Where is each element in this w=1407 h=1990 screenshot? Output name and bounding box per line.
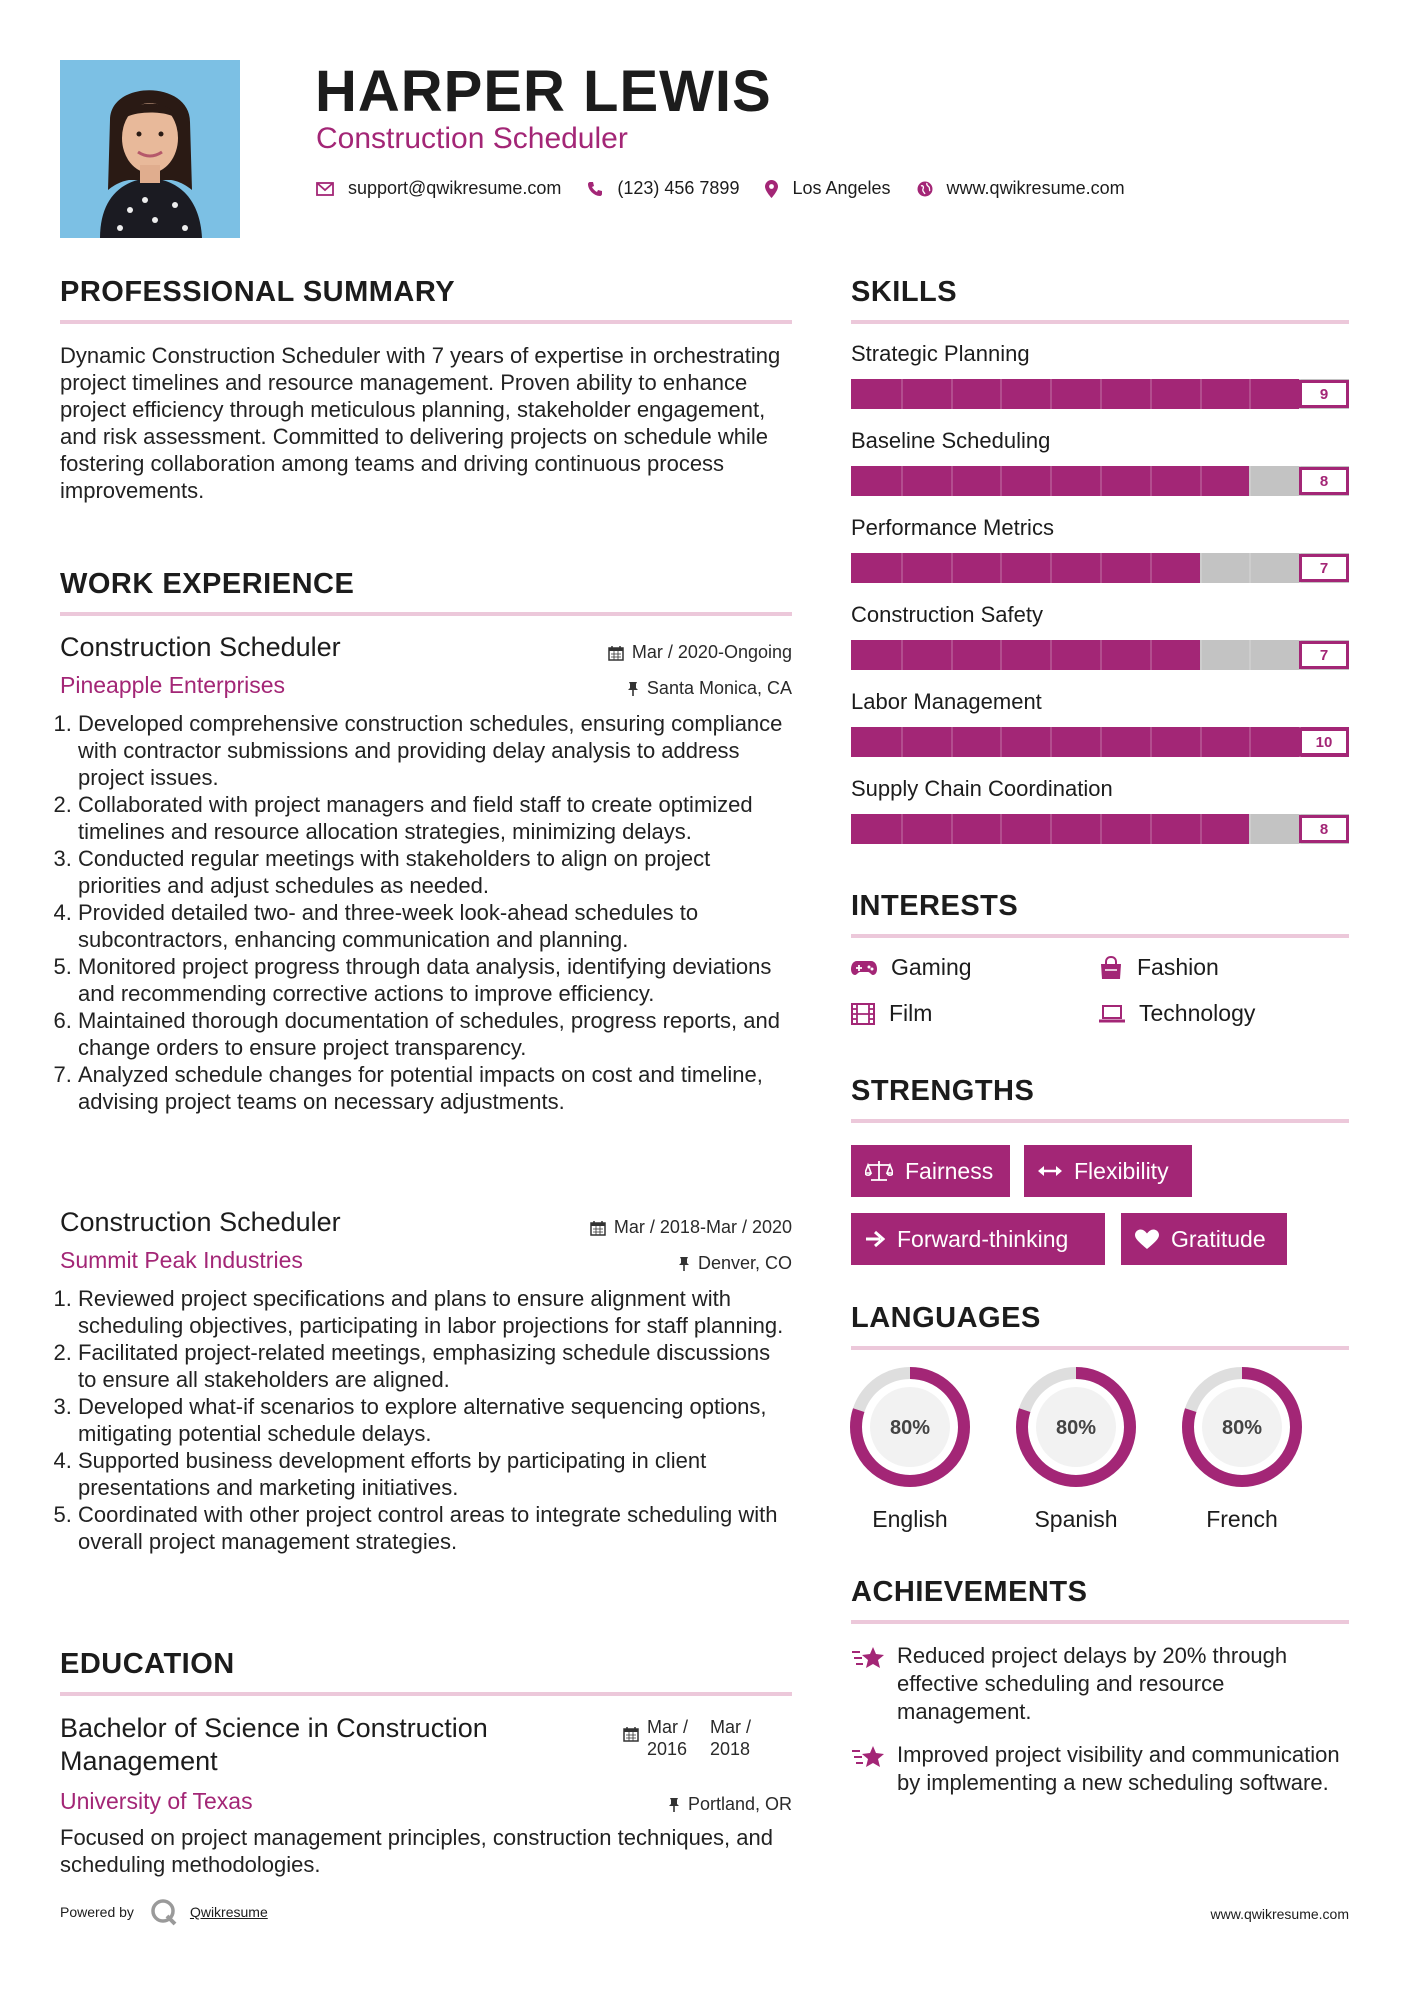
skill-segment-divider [1050,379,1052,409]
contact-bar [316,178,1151,199]
calendar-icon [590,1220,606,1236]
skills-list [851,341,1349,863]
achievement-item [851,1741,1349,1797]
job-location-text: Denver, CO [697,1253,792,1273]
heart-icon [1135,1229,1159,1250]
experience-heading: WORK EXPERIENCE [60,568,355,600]
strength-label: Gratitude [1171,1225,1266,1252]
skill-segment-divider [1000,553,1002,583]
language-ring [1014,1365,1138,1489]
job-location-text: Santa Monica, CA [646,678,792,698]
degree-title [60,1712,488,1778]
skill-segment-divider [901,640,903,670]
skill-level-badge: 10 [1299,728,1349,756]
skill-name: Performance Metrics [851,515,1054,540]
skill-level-badge: 9 [1299,380,1349,408]
contact-phone[interactable] [587,178,739,199]
skill-segment-divider [1050,553,1052,583]
candidate-role: Construction Scheduler [316,122,628,155]
job-dates-text: Mar / 2018-Mar / 2020 [613,1217,792,1237]
interest-label: Technology [1139,1000,1256,1026]
education-start-month: Mar / [647,1717,689,1737]
strengths-rule [851,1119,1349,1123]
list-item: 1. Developed comprehensive construction schedules, ensuring compliance with contractor submissions and providing delay analysis to address project issues. [78,710,792,791]
school-name: University of Texas [60,1788,253,1814]
skill-segment-divider [951,727,953,757]
skill-segment-divider [901,466,903,496]
skill-segment-divider [1000,727,1002,757]
interest-label: Film [889,1000,933,1026]
summary-rule [60,320,792,324]
calendar-icon [623,1726,639,1742]
skill-level-badge: 7 [1299,641,1349,669]
job-entry-1 [60,632,792,1115]
skill-segment-divider [1200,379,1202,409]
achievement-text: Reduced project delays by 20% through effective scheduling and resource management. [897,1643,1288,1724]
job-dates-text: Mar / 2020-Ongoing [631,642,792,662]
gamepad-icon [851,960,877,976]
skill-segment-divider [1249,640,1251,670]
job-location [678,1253,792,1274]
list-item: 7. Analyzed schedule changes for potential impacts on cost and timeline, advising project teams on necessary adjustments. [78,1061,792,1115]
language-ring [1180,1365,1304,1489]
list-item: 5. Coordinated with other project control areas to integrate scheduling with overall project management strategies. [78,1501,792,1555]
education-start-year: 2016 [647,1739,688,1759]
powered-by-label: Powered by [60,1904,134,1920]
skill-segment-divider [1000,379,1002,409]
shooting-star-icon [851,1646,885,1670]
contact-email[interactable] [316,178,561,199]
skill-segment-divider [1100,466,1102,496]
skill-item [851,602,1349,689]
skill-segment-divider [951,640,953,670]
achievement-text: Improved project visibility and communication by implementing a new scheduling software. [897,1742,1340,1795]
achievements-rule [851,1620,1349,1624]
skill-item [851,428,1349,515]
contact-website-text: www.qwikresume.com [946,178,1125,198]
skill-segment-divider [1150,553,1152,583]
list-item: 5. Monitored project progress through data analysis, identifying deviations and recommending corrective actions to improve efficiency. [78,953,792,1007]
language-english [848,1365,972,1533]
skill-name: Supply Chain Coordination [851,776,1113,801]
skill-fill [851,640,1200,670]
skill-segment-divider [1150,640,1152,670]
skill-name: Labor Management [851,689,1042,714]
contact-email-text: support@qwikresume.com [348,178,562,198]
job-bullets [60,1285,792,1555]
skill-segment-divider [1050,640,1052,670]
skills-heading: SKILLS [851,276,958,308]
interest-label: Fashion [1137,954,1219,980]
achievement-item [851,1642,1349,1726]
skill-segment-divider [951,814,953,844]
education-rule [60,1692,792,1696]
list-item: 2. Collaborated with project managers and field staff to create optimized timelines and resource allocation strategies, minimizing delays. [78,791,792,845]
strength-label: Fairness [905,1157,994,1184]
education-description: Focused on project management principles, construction techniques, and scheduling methodologies. [60,1825,773,1877]
skill-segment-divider [1150,814,1152,844]
job-entry-2 [60,1207,792,1555]
education-entry [60,1712,792,1882]
job-location [627,678,792,699]
list-item: 1. Reviewed project specifications and plans to ensure alignment with scheduling objectives, participating in labor projections for staff planning. [78,1285,792,1339]
skill-segment-divider [1249,727,1251,757]
degree-line-1: Bachelor of Science in Construction [60,1713,488,1743]
strength-label: Flexibility [1074,1157,1169,1184]
skill-segment-divider [1200,466,1202,496]
skill-name: Construction Safety [851,602,1043,627]
languages-rule [851,1346,1349,1350]
laptop-icon [1099,1005,1125,1023]
summary-heading: PROFESSIONAL SUMMARY [60,276,456,308]
film-icon [851,1003,875,1025]
skill-segment-divider [1150,727,1152,757]
languages-heading: LANGUAGES [851,1302,1041,1334]
strength-tag-flexibility [1024,1145,1192,1197]
education-location [668,1794,792,1815]
map-pin-icon [765,180,778,198]
summary-text: Dynamic Construction Scheduler with 7 years of expertise in orchestrating project timelines and resource management. Proven ability to enhance project efficiency through meticulous planning, stakeholder engagement, and risk assessment. Committed to delivering projects on schedule while fostering collaboration among teams and driving continuous process improvements. [60,343,781,503]
education-location-text: Portland, OR [687,1794,792,1814]
skill-item [851,689,1349,776]
strength-tag-forward-thinking [851,1213,1105,1265]
job-dates [590,1217,792,1238]
job-company: Summit Peak Industries [60,1247,303,1273]
skills-rule [851,320,1349,324]
experience-rule [60,612,792,616]
list-item: 4. Provided detailed two- and three-week look-ahead schedules to subcontractors, enhancing communication and planning. [78,899,792,953]
skill-name: Strategic Planning [851,341,1030,366]
interest-film [851,1000,932,1027]
education-end-year: 2018 [710,1739,751,1759]
brand-link[interactable]: Qwikresume [189,1904,268,1920]
contact-phone-text: (123) 456 7899 [617,178,740,198]
envelope-icon [316,182,334,196]
calendar-icon [608,645,624,661]
interest-fashion [1099,954,1219,981]
pushpin-icon [668,1797,680,1813]
skill-item [851,776,1349,863]
skill-segment-divider [1200,640,1202,670]
job-company: Pineapple Enterprises [60,672,286,698]
interest-technology [1099,1000,1255,1027]
list-item: 6. Maintained thorough documentation of schedules, progress reports, and change orders to ensure project transparency. [78,1007,792,1061]
contact-location-text: Los Angeles [792,178,891,198]
strength-tag-gratitude [1121,1213,1287,1265]
skill-segment-divider [1100,814,1102,844]
strength-label: Forward-thinking [897,1225,1069,1252]
skill-segment-divider [1100,727,1102,757]
skill-segment-divider [1200,727,1202,757]
skill-fill [851,553,1200,583]
skill-level-badge: 7 [1299,554,1349,582]
skill-segment-divider [1100,553,1102,583]
skill-segment-divider [1050,466,1052,496]
interest-gaming [851,954,972,981]
skill-segment-divider [1000,814,1002,844]
language-ring [848,1365,972,1489]
language-percent: 80% [1055,1417,1097,1439]
arrow-right-icon [865,1230,885,1248]
globe-icon [917,181,933,197]
strength-tag-fairness [851,1145,1010,1197]
job-dates [608,642,792,663]
language-name: English [872,1506,948,1532]
education-end-month: Mar / [710,1717,752,1737]
skill-bar [851,379,1349,409]
skill-bar [851,640,1349,670]
skill-segment-divider [1200,553,1202,583]
pushpin-icon [627,681,639,697]
skill-item [851,515,1349,602]
skill-item [851,341,1349,428]
degree-line-2: Management [60,1746,218,1776]
skill-level-badge: 8 [1299,815,1349,843]
skill-segment-divider [901,379,903,409]
skill-segment-divider [1150,379,1152,409]
skill-segment-divider [1150,466,1152,496]
skill-segment-divider [951,553,953,583]
skill-fill [851,379,1299,409]
shopping-bag-icon [1099,956,1123,980]
skill-segment-divider [951,379,953,409]
profile-photo [60,60,240,238]
language-percent: 80% [889,1417,931,1439]
skill-segment-divider [1100,640,1102,670]
strengths-heading: STRENGTHS [851,1075,1035,1107]
language-spanish [1014,1365,1138,1533]
pushpin-icon [678,1256,690,1272]
skill-bar [851,553,1349,583]
skill-segment-divider [901,553,903,583]
language-french [1180,1365,1304,1533]
job-title: Construction Scheduler [60,632,341,662]
interests-rule [851,934,1349,938]
skill-segment-divider [1050,727,1052,757]
job-bullets [60,710,792,1115]
skill-name: Baseline Scheduling [851,428,1051,453]
footer-website[interactable]: www.qwikresume.com [1210,1906,1349,1922]
skill-segment-divider [1000,640,1002,670]
contact-location [765,178,890,199]
list-item: 4. Supported business development efforts by participating in client presentations and marketing initiatives. [78,1447,792,1501]
skill-segment-divider [901,727,903,757]
education-dates [623,1716,751,1760]
list-item: 2. Facilitated project-related meetings, emphasizing schedule discussions to ensure all stakeholders are aligned. [78,1339,792,1393]
shooting-star-icon [851,1745,885,1769]
skill-bar [851,727,1349,757]
qwikresume-logo-icon [150,1898,178,1926]
skill-level-badge: 8 [1299,467,1349,495]
list-item: 3. Conducted regular meetings with stakeholders to align on project priorities and adjust schedules as needed. [78,845,792,899]
interests-heading: INTERESTS [851,890,1019,922]
achievements-heading: ACHIEVEMENTS [851,1576,1088,1608]
powered-by [60,1898,268,1926]
skill-segment-divider [1249,814,1251,844]
contact-website[interactable] [917,178,1125,199]
skill-segment-divider [901,814,903,844]
skill-segment-divider [951,466,953,496]
skill-segment-divider [1249,379,1251,409]
education-heading: EDUCATION [60,1648,235,1680]
skill-segment-divider [1249,466,1251,496]
skill-segment-divider [1050,814,1052,844]
list-item: 3. Developed what-if scenarios to explore alternative sequencing options, mitigating potential schedule delays. [78,1393,792,1447]
skill-segment-divider [1249,553,1251,583]
skill-segment-divider [1200,814,1202,844]
skill-segment-divider [1000,466,1002,496]
candidate-name: HARPER LEWIS [315,59,772,124]
balance-scale-icon [865,1160,893,1182]
language-name: French [1206,1506,1278,1532]
interest-label: Gaming [891,954,972,980]
job-title: Construction Scheduler [60,1207,341,1237]
arrows-horizontal-icon [1038,1164,1062,1178]
skill-segment-divider [1100,379,1102,409]
phone-icon [587,181,603,197]
language-name: Spanish [1034,1506,1118,1532]
skill-bar [851,466,1349,496]
language-percent: 80% [1221,1417,1263,1439]
skill-bar [851,814,1349,844]
